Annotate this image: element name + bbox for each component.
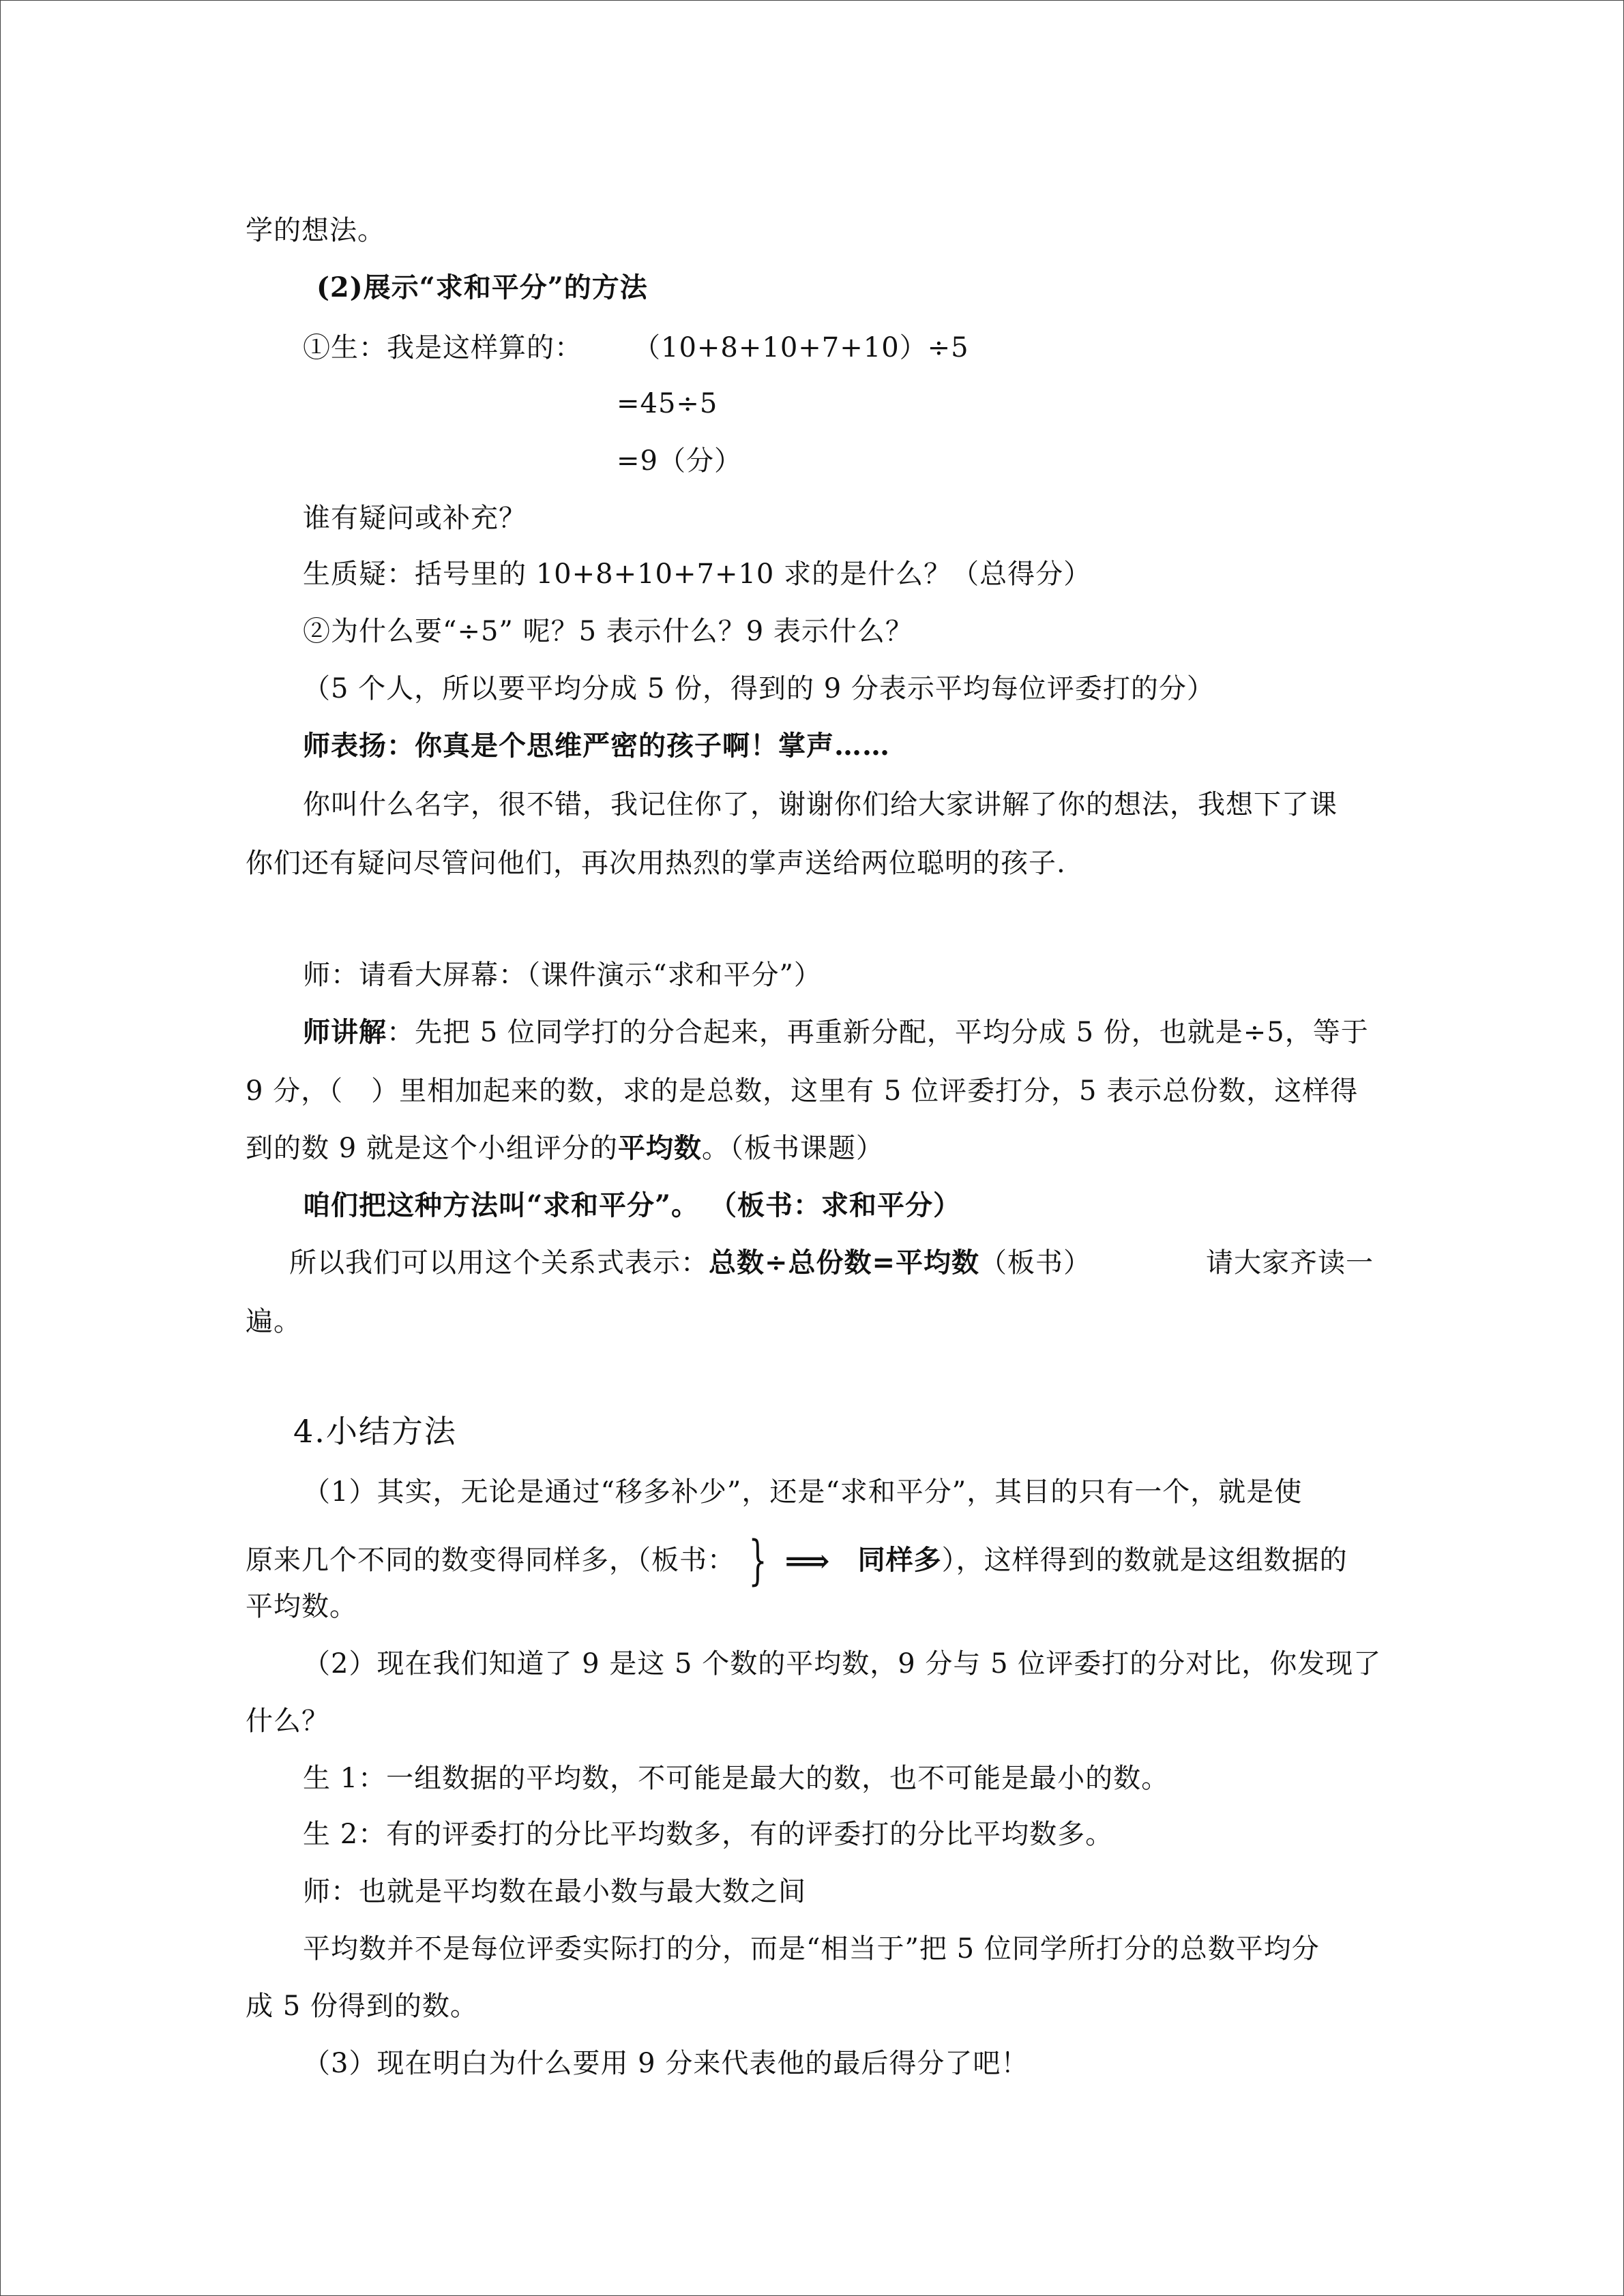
text-line: 生质疑：括号里的 10+8+10+7+10 求的是什么？（总得分） (303, 558, 1092, 590)
text-line: 请大家齐读一 (1206, 1247, 1374, 1279)
section-heading: 4.小结方法 (293, 1413, 457, 1450)
text-line: 遍。 (246, 1306, 301, 1337)
text-line: 平均数并不是每位评委实际打的分，而是“相当于”把 5 位同学所打分的总数平均分 (303, 1933, 1320, 1965)
text-line: ①生：我是这样算的： (303, 332, 582, 363)
text-line: （2）现在我们知道了 9 是这 5 个数的平均数，9 分与 5 位评委打的分对比，你发现了 (303, 1648, 1382, 1680)
text-line: 你叫什么名字，很不错，我记住你了，谢谢你们给大家讲解了你的想法，我想下了课 (303, 789, 1338, 820)
bold-line: 师表扬：你真是个思维严密的孩子啊！掌声…… (303, 730, 890, 762)
text-line: （3）现在明白为什么要用 9 分来代表他的最后得分了吧！ (303, 2048, 1029, 2079)
text-line: 成 5 份得到的数。 (246, 1991, 478, 2022)
text-line: 谁有疑问或补充？ (303, 503, 527, 534)
text-span: 所以我们可以用这个关系式表示： (289, 1247, 709, 1279)
text-line (303, 1016, 1369, 1048)
text-line (246, 1132, 884, 1164)
section-heading: (2)展示“求和平分”的方法 (316, 271, 648, 303)
text-line (246, 1530, 1348, 1592)
text-span: 到的数 9 就是这个小组评分的 (246, 1133, 618, 1164)
bold-span: 同样多 (857, 1544, 942, 1576)
text-span: （板书） (979, 1247, 1092, 1279)
text-line: ②为什么要“÷5” 呢？5 表示什么？9 表示什么？ (303, 616, 913, 647)
text-line (289, 1249, 1091, 1277)
bold-span: 师讲解 (303, 1016, 387, 1048)
text-span: ），这样得到的数就是这组数据的 (941, 1545, 1348, 1576)
text-line: 平均数。 (246, 1591, 357, 1622)
text-span: 。（板书课题） (701, 1133, 884, 1164)
bold-span: 平均数 (617, 1132, 702, 1164)
bold-span: 总数÷总份数=平均数 (709, 1247, 980, 1279)
text-line: 生 1：一组数据的平均数，不可能是最大的数，也不可能是最小的数。 (303, 1763, 1170, 1794)
text-span: ：先把 5 位同学打的分合起来，再重新分配，平均分成 5 份，也就是÷5，等于 (387, 1017, 1369, 1048)
right-brace-icon: } (748, 1530, 768, 1592)
bold-line: 咱们把这种方法叫“求和平分”。 （板书：求和平分） (303, 1189, 961, 1221)
text-line: 什么？ (246, 1705, 329, 1737)
text-line: 你们还有疑问尽管问他们，再次用热烈的掌声送给两位聪明的孩子. (246, 848, 1066, 879)
text-line: 师：请看大屏幕：（课件演示“求和平分”） (303, 959, 822, 991)
formula-line: =45÷5 (617, 388, 718, 419)
formula-line: =9（分） (617, 445, 742, 477)
text-line: 9 分，（ ）里相加起来的数，求的是总数，这里有 5 位评委打分，5 表示总份数，这样得 (246, 1075, 1359, 1107)
text-line: （1）其实，无论是通过“移多补少”，还是“求和平分”，其目的只有一个，就是使 (303, 1476, 1303, 1508)
text-line: 师：也就是平均数在最小数与最大数之间 (303, 1876, 806, 1907)
double-arrow-right-icon: ⟹ (784, 1542, 831, 1579)
formula-line: （10+8+10+7+10）÷5 (633, 332, 969, 363)
text-line: 生 2：有的评委打的分比平均数多，有的评委打的分比平均数多。 (303, 1819, 1114, 1850)
text-line: 学的想法。 (246, 215, 385, 246)
text-line: （5 个人，所以要平均分成 5 份，得到的 9 分表示平均每位评委打的分） (303, 673, 1215, 704)
text-span: 原来几个不同的数变得同样多，（板书： (246, 1545, 735, 1576)
